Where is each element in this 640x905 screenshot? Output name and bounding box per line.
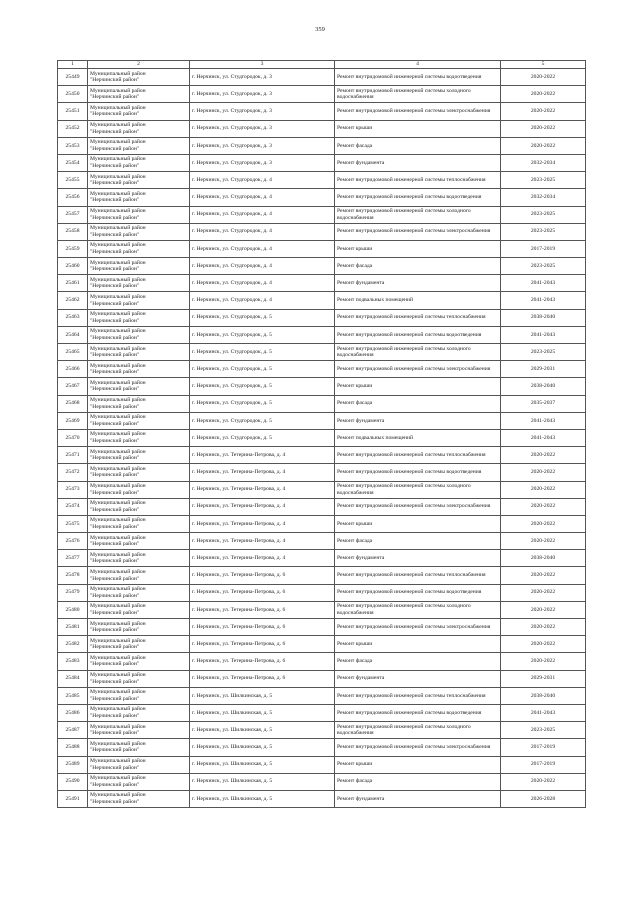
work-type-cell: Ремонт крыши (335, 636, 501, 653)
address-cell: г. Нерчинск, ул. Студгородок, д. 3 (190, 137, 335, 154)
table-row (58, 189, 586, 206)
table-row (58, 103, 586, 120)
table-row (58, 515, 586, 532)
row-number-cell: 25459 (58, 240, 88, 257)
address-cell: г. Нерчинск, ул. Студгородок, д. 4 (190, 275, 335, 292)
table-row (58, 240, 586, 257)
work-type-cell: Ремонт внутридомовой инженерной системы холодного водоснабжения (335, 344, 501, 361)
header-cell-2: 2 (88, 61, 190, 69)
period-cell: 2020-2022 (501, 447, 586, 464)
district-cell: Муниципальный район "Нерчинский район" (88, 86, 190, 103)
work-type-cell: Ремонт внутридомовой инженерной системы электроснабжения (335, 361, 501, 378)
period-cell: 2023-2025 (501, 722, 586, 739)
work-type-cell: Ремонт внутридомовой инженерной системы электроснабжения (335, 103, 501, 120)
district-cell: Муниципальный район "Нерчинский район" (88, 223, 190, 240)
district-cell: Муниципальный район "Нерчинский район" (88, 515, 190, 532)
table-row (58, 429, 586, 446)
table-row (58, 773, 586, 790)
period-cell: 2041-2043 (501, 292, 586, 309)
row-number-cell: 25478 (58, 567, 88, 584)
table-row (58, 498, 586, 515)
header-cell-3: 3 (190, 61, 335, 69)
table-row (58, 292, 586, 309)
address-cell: г. Нерчинск, ул. Тетерина-Петрова, д. 4 (190, 550, 335, 567)
table-row (58, 172, 586, 189)
period-cell: 2020-2022 (501, 69, 586, 86)
work-type-cell: Ремонт внутридомовой инженерной системы водоотведения (335, 69, 501, 86)
work-type-cell: Ремонт внутридомовой инженерной системы электроснабжения (335, 223, 501, 240)
period-cell: 2029-2031 (501, 670, 586, 687)
row-number-cell: 25449 (58, 69, 88, 86)
table-row (58, 326, 586, 343)
work-type-cell: Ремонт фундамента (335, 275, 501, 292)
row-number-cell: 25456 (58, 189, 88, 206)
period-cell: 2041-2043 (501, 429, 586, 446)
period-cell: 2020-2022 (501, 601, 586, 618)
district-cell: Муниципальный район "Нерчинский район" (88, 739, 190, 756)
period-cell: 2020-2022 (501, 567, 586, 584)
period-cell: 2020-2022 (501, 103, 586, 120)
period-cell: 2020-2022 (501, 481, 586, 498)
table-row (58, 790, 586, 807)
table-row (58, 739, 586, 756)
work-type-cell: Ремонт внутридомовой инженерной системы холодного водоснабжения (335, 481, 501, 498)
header-cell-4: 4 (335, 61, 501, 69)
row-number-cell: 25485 (58, 687, 88, 704)
address-cell: г. Нерчинск, ул. Шилкинская, д. 5 (190, 756, 335, 773)
row-number-cell: 25491 (58, 790, 88, 807)
district-cell: Муниципальный район "Нерчинский район" (88, 258, 190, 275)
address-cell: г. Нерчинск, ул. Студгородок, д. 4 (190, 292, 335, 309)
table-row (58, 120, 586, 137)
work-type-cell: Ремонт подвальных помещений (335, 292, 501, 309)
district-cell: Муниципальный район "Нерчинский район" (88, 704, 190, 721)
period-cell: 2017-2019 (501, 739, 586, 756)
address-cell: г. Нерчинск, ул. Студгородок, д. 5 (190, 344, 335, 361)
address-cell: г. Нерчинск, ул. Студгородок, д. 3 (190, 103, 335, 120)
table-row (58, 722, 586, 739)
work-type-cell: Ремонт фасада (335, 137, 501, 154)
table-row (58, 533, 586, 550)
table-body (58, 69, 586, 808)
district-cell: Муниципальный район "Нерчинский район" (88, 756, 190, 773)
table-row (58, 567, 586, 584)
row-number-cell: 25472 (58, 464, 88, 481)
row-number-cell: 25458 (58, 223, 88, 240)
table-row (58, 653, 586, 670)
row-number-cell: 25479 (58, 584, 88, 601)
table-row (58, 275, 586, 292)
address-cell: г. Нерчинск, ул. Студгородок, д. 5 (190, 326, 335, 343)
address-cell: г. Нерчинск, ул. Студгородок, д. 5 (190, 378, 335, 395)
work-type-cell: Ремонт внутридомовой инженерной системы теплоснабжения (335, 447, 501, 464)
period-cell: 2035-2037 (501, 395, 586, 412)
period-cell: 2020-2022 (501, 773, 586, 790)
row-number-cell: 25462 (58, 292, 88, 309)
period-cell: 2020-2022 (501, 137, 586, 154)
period-cell: 2020-2022 (501, 498, 586, 515)
row-number-cell: 25465 (58, 344, 88, 361)
district-cell: Муниципальный район "Нерчинский район" (88, 481, 190, 498)
address-cell: г. Нерчинск, ул. Студгородок, д. 5 (190, 395, 335, 412)
address-cell: г. Нерчинск, ул. Тетерина-Петрова, д. 4 (190, 481, 335, 498)
work-type-cell: Ремонт фасада (335, 258, 501, 275)
district-cell: Муниципальный район "Нерчинский район" (88, 584, 190, 601)
district-cell: Муниципальный район "Нерчинский район" (88, 206, 190, 223)
district-cell: Муниципальный район "Нерчинский район" (88, 189, 190, 206)
table-row (58, 670, 586, 687)
address-cell: г. Нерчинск, ул. Студгородок, д. 4 (190, 258, 335, 275)
table-row (58, 619, 586, 636)
work-type-cell: Ремонт крыши (335, 240, 501, 257)
district-cell: Муниципальный район "Нерчинский район" (88, 653, 190, 670)
district-cell: Муниципальный район "Нерчинский район" (88, 687, 190, 704)
district-cell: Муниципальный район "Нерчинский район" (88, 137, 190, 154)
address-cell: г. Нерчинск, ул. Студгородок, д. 5 (190, 429, 335, 446)
district-cell: Муниципальный район "Нерчинский район" (88, 498, 190, 515)
district-cell: Муниципальный район "Нерчинский район" (88, 722, 190, 739)
table-row (58, 412, 586, 429)
row-number-cell: 25476 (58, 533, 88, 550)
work-type-cell: Ремонт внутридомовой инженерной системы электроснабжения (335, 619, 501, 636)
period-cell: 2029-2031 (501, 361, 586, 378)
district-cell: Муниципальный район "Нерчинский район" (88, 395, 190, 412)
work-type-cell: Ремонт фасада (335, 533, 501, 550)
address-cell: г. Нерчинск, ул. Тетерина-Петрова, д. 4 (190, 464, 335, 481)
work-type-cell: Ремонт внутридомовой инженерной системы теплоснабжения (335, 567, 501, 584)
table-row (58, 206, 586, 223)
work-type-cell: Ремонт внутридомовой инженерной системы водоотведения (335, 584, 501, 601)
work-type-cell: Ремонт крыши (335, 756, 501, 773)
table-row (58, 687, 586, 704)
address-cell: г. Нерчинск, ул. Студгородок, д. 5 (190, 361, 335, 378)
address-cell: г. Нерчинск, ул. Шилкинская, д. 5 (190, 739, 335, 756)
address-cell: г. Нерчинск, ул. Шилкинская, д. 5 (190, 790, 335, 807)
address-cell: г. Нерчинск, ул. Студгородок, д. 4 (190, 206, 335, 223)
row-number-cell: 25455 (58, 172, 88, 189)
table-row (58, 378, 586, 395)
address-cell: г. Нерчинск, ул. Тетерина-Петрова, д. 6 (190, 636, 335, 653)
district-cell: Муниципальный район "Нерчинский район" (88, 636, 190, 653)
table-row (58, 86, 586, 103)
address-cell: г. Нерчинск, ул. Тетерина-Петрова, д. 4 (190, 447, 335, 464)
header-cell-1: 1 (58, 61, 88, 69)
address-cell: г. Нерчинск, ул. Тетерина-Петрова, д. 6 (190, 619, 335, 636)
address-cell: г. Нерчинск, ул. Тетерина-Петрова, д. 6 (190, 601, 335, 618)
row-number-cell: 25461 (58, 275, 88, 292)
period-cell: 2023-2025 (501, 223, 586, 240)
work-type-cell: Ремонт фундамента (335, 412, 501, 429)
address-cell: г. Нерчинск, ул. Шилкинская, д. 5 (190, 687, 335, 704)
address-cell: г. Нерчинск, ул. Тетерина-Петрова, д. 6 (190, 670, 335, 687)
work-type-cell: Ремонт внутридомовой инженерной системы электроснабжения (335, 739, 501, 756)
row-number-cell: 25451 (58, 103, 88, 120)
work-type-cell: Ремонт внутридомовой инженерной системы холодного водоснабжения (335, 601, 501, 618)
period-cell: 2017-2019 (501, 240, 586, 257)
district-cell: Муниципальный район "Нерчинский район" (88, 790, 190, 807)
address-cell: г. Нерчинск, ул. Студгородок, д. 5 (190, 309, 335, 326)
period-cell: 2026-2028 (501, 790, 586, 807)
district-cell: Муниципальный район "Нерчинский район" (88, 240, 190, 257)
district-cell: Муниципальный район "Нерчинский район" (88, 309, 190, 326)
period-cell: 2041-2043 (501, 704, 586, 721)
work-type-cell: Ремонт фундамента (335, 550, 501, 567)
address-cell: г. Нерчинск, ул. Студгородок, д. 4 (190, 223, 335, 240)
row-number-cell: 25490 (58, 773, 88, 790)
work-type-cell: Ремонт внутридомовой инженерной системы теплоснабжения (335, 309, 501, 326)
work-type-cell: Ремонт внутридомовой инженерной системы водоотведения (335, 326, 501, 343)
period-cell: 2017-2019 (501, 756, 586, 773)
work-type-cell: Ремонт внутридомовой инженерной системы холодного водоснабжения (335, 722, 501, 739)
header-row (58, 61, 586, 69)
work-type-cell: Ремонт подвальных помещений (335, 429, 501, 446)
row-number-cell: 25487 (58, 722, 88, 739)
row-number-cell: 25452 (58, 120, 88, 137)
work-type-cell: Ремонт фасада (335, 653, 501, 670)
table-row (58, 464, 586, 481)
row-number-cell: 25460 (58, 258, 88, 275)
row-number-cell: 25489 (58, 756, 88, 773)
period-cell: 2041-2043 (501, 412, 586, 429)
period-cell: 2020-2022 (501, 464, 586, 481)
work-type-cell: Ремонт внутридомовой инженерной системы теплоснабжения (335, 172, 501, 189)
district-cell: Муниципальный район "Нерчинский район" (88, 533, 190, 550)
table-row (58, 137, 586, 154)
row-number-cell: 25450 (58, 86, 88, 103)
period-cell: 2023-2025 (501, 172, 586, 189)
period-cell: 2032-2034 (501, 154, 586, 171)
district-cell: Муниципальный район "Нерчинский район" (88, 275, 190, 292)
row-number-cell: 25481 (58, 619, 88, 636)
period-cell: 2020-2022 (501, 619, 586, 636)
table-row (58, 344, 586, 361)
row-number-cell: 25484 (58, 670, 88, 687)
period-cell: 2041-2043 (501, 326, 586, 343)
table-row (58, 223, 586, 240)
table-row (58, 550, 586, 567)
district-cell: Муниципальный район "Нерчинский район" (88, 103, 190, 120)
work-type-cell: Ремонт фасада (335, 395, 501, 412)
row-number-cell: 25470 (58, 429, 88, 446)
table-row (58, 756, 586, 773)
work-type-cell: Ремонт внутридомовой инженерной системы водоотведения (335, 704, 501, 721)
row-number-cell: 25457 (58, 206, 88, 223)
period-cell: 2041-2043 (501, 275, 586, 292)
row-number-cell: 25464 (58, 326, 88, 343)
district-cell: Муниципальный район "Нерчинский район" (88, 412, 190, 429)
repair-schedule-table (57, 60, 586, 808)
district-cell: Муниципальный район "Нерчинский район" (88, 344, 190, 361)
row-number-cell: 25468 (58, 395, 88, 412)
work-type-cell: Ремонт внутридомовой инженерной системы холодного водоснабжения (335, 206, 501, 223)
row-number-cell: 25466 (58, 361, 88, 378)
period-cell: 2023-2025 (501, 258, 586, 275)
district-cell: Муниципальный район "Нерчинский район" (88, 429, 190, 446)
work-type-cell: Ремонт фасада (335, 773, 501, 790)
row-number-cell: 25453 (58, 137, 88, 154)
work-type-cell: Ремонт фундамента (335, 790, 501, 807)
address-cell: г. Нерчинск, ул. Студгородок, д. 4 (190, 172, 335, 189)
address-cell: г. Нерчинск, ул. Тетерина-Петрова, д. 4 (190, 515, 335, 532)
period-cell: 2038-2040 (501, 687, 586, 704)
table-row (58, 309, 586, 326)
period-cell: 2020-2022 (501, 86, 586, 103)
work-type-cell: Ремонт фундамента (335, 154, 501, 171)
row-number-cell: 25477 (58, 550, 88, 567)
row-number-cell: 25467 (58, 378, 88, 395)
period-cell: 2038-2040 (501, 550, 586, 567)
table-row (58, 361, 586, 378)
district-cell: Муниципальный район "Нерчинский район" (88, 154, 190, 171)
district-cell: Муниципальный район "Нерчинский район" (88, 172, 190, 189)
row-number-cell: 25488 (58, 739, 88, 756)
row-number-cell: 25469 (58, 412, 88, 429)
period-cell: 2020-2022 (501, 120, 586, 137)
table-row (58, 395, 586, 412)
row-number-cell: 25474 (58, 498, 88, 515)
district-cell: Муниципальный район "Нерчинский район" (88, 378, 190, 395)
address-cell: г. Нерчинск, ул. Студгородок, д. 4 (190, 189, 335, 206)
row-number-cell: 25463 (58, 309, 88, 326)
row-number-cell: 25486 (58, 704, 88, 721)
address-cell: г. Нерчинск, ул. Шилкинская, д. 5 (190, 773, 335, 790)
work-type-cell: Ремонт фундамента (335, 670, 501, 687)
table-row (58, 447, 586, 464)
address-cell: г. Нерчинск, ул. Шилкинская, д. 5 (190, 722, 335, 739)
district-cell: Муниципальный район "Нерчинский район" (88, 464, 190, 481)
page-number: 359 (315, 26, 325, 33)
address-cell: г. Нерчинск, ул. Тетерина-Петрова, д. 6 (190, 653, 335, 670)
period-cell: 2038-2040 (501, 309, 586, 326)
period-cell: 2020-2022 (501, 653, 586, 670)
address-cell: г. Нерчинск, ул. Студгородок, д. 3 (190, 154, 335, 171)
table-row (58, 601, 586, 618)
period-cell: 2023-2025 (501, 344, 586, 361)
district-cell: Муниципальный район "Нерчинский район" (88, 567, 190, 584)
address-cell: г. Нерчинск, ул. Тетерина-Петрова, д. 4 (190, 498, 335, 515)
district-cell: Муниципальный район "Нерчинский район" (88, 361, 190, 378)
district-cell: Муниципальный район "Нерчинский район" (88, 447, 190, 464)
work-type-cell: Ремонт внутридомовой инженерной системы водоотведения (335, 464, 501, 481)
district-cell: Муниципальный район "Нерчинский район" (88, 773, 190, 790)
work-type-cell: Ремонт внутридомовой инженерной системы холодного водоснабжения (335, 86, 501, 103)
period-cell: 2020-2022 (501, 636, 586, 653)
row-number-cell: 25480 (58, 601, 88, 618)
period-cell: 2020-2022 (501, 533, 586, 550)
row-number-cell: 25482 (58, 636, 88, 653)
address-cell: г. Нерчинск, ул. Студгородок, д. 4 (190, 240, 335, 257)
district-cell: Муниципальный район "Нерчинский район" (88, 69, 190, 86)
header-cell-5: 5 (501, 61, 586, 69)
work-type-cell: Ремонт крыши (335, 378, 501, 395)
district-cell: Муниципальный район "Нерчинский район" (88, 292, 190, 309)
work-type-cell: Ремонт крыши (335, 120, 501, 137)
table-row (58, 154, 586, 171)
row-number-cell: 25475 (58, 515, 88, 532)
district-cell: Муниципальный район "Нерчинский район" (88, 670, 190, 687)
period-cell: 2032-2034 (501, 189, 586, 206)
address-cell: г. Нерчинск, ул. Шилкинская, д. 5 (190, 704, 335, 721)
work-type-cell: Ремонт внутридомовой инженерной системы электроснабжения (335, 498, 501, 515)
work-type-cell: Ремонт внутридомовой инженерной системы теплоснабжения (335, 687, 501, 704)
period-cell: 2023-2025 (501, 206, 586, 223)
address-cell: г. Нерчинск, ул. Студгородок, д. 3 (190, 69, 335, 86)
district-cell: Муниципальный район "Нерчинский район" (88, 550, 190, 567)
row-number-cell: 25471 (58, 447, 88, 464)
table-row (58, 69, 586, 86)
period-cell: 2020-2022 (501, 515, 586, 532)
address-cell: г. Нерчинск, ул. Студгородок, д. 3 (190, 120, 335, 137)
row-number-cell: 25454 (58, 154, 88, 171)
table-row (58, 584, 586, 601)
work-type-cell: Ремонт крыши (335, 515, 501, 532)
address-cell: г. Нерчинск, ул. Тетерина-Петрова, д. 4 (190, 533, 335, 550)
address-cell: г. Нерчинск, ул. Студгородок, д. 3 (190, 86, 335, 103)
row-number-cell: 25483 (58, 653, 88, 670)
address-cell: г. Нерчинск, ул. Тетерина-Петрова, д. 6 (190, 567, 335, 584)
address-cell: г. Нерчинск, ул. Тетерина-Петрова, д. 6 (190, 584, 335, 601)
table-row (58, 704, 586, 721)
district-cell: Муниципальный район "Нерчинский район" (88, 120, 190, 137)
table-row (58, 481, 586, 498)
district-cell: Муниципальный район "Нерчинский район" (88, 326, 190, 343)
district-cell: Муниципальный район "Нерчинский район" (88, 601, 190, 618)
row-number-cell: 25473 (58, 481, 88, 498)
district-cell: Муниципальный район "Нерчинский район" (88, 619, 190, 636)
table-row (58, 636, 586, 653)
period-cell: 2020-2022 (501, 584, 586, 601)
table-row (58, 258, 586, 275)
period-cell: 2038-2040 (501, 378, 586, 395)
address-cell: г. Нерчинск, ул. Студгородок, д. 5 (190, 412, 335, 429)
work-type-cell: Ремонт внутридомовой инженерной системы водоотведения (335, 189, 501, 206)
